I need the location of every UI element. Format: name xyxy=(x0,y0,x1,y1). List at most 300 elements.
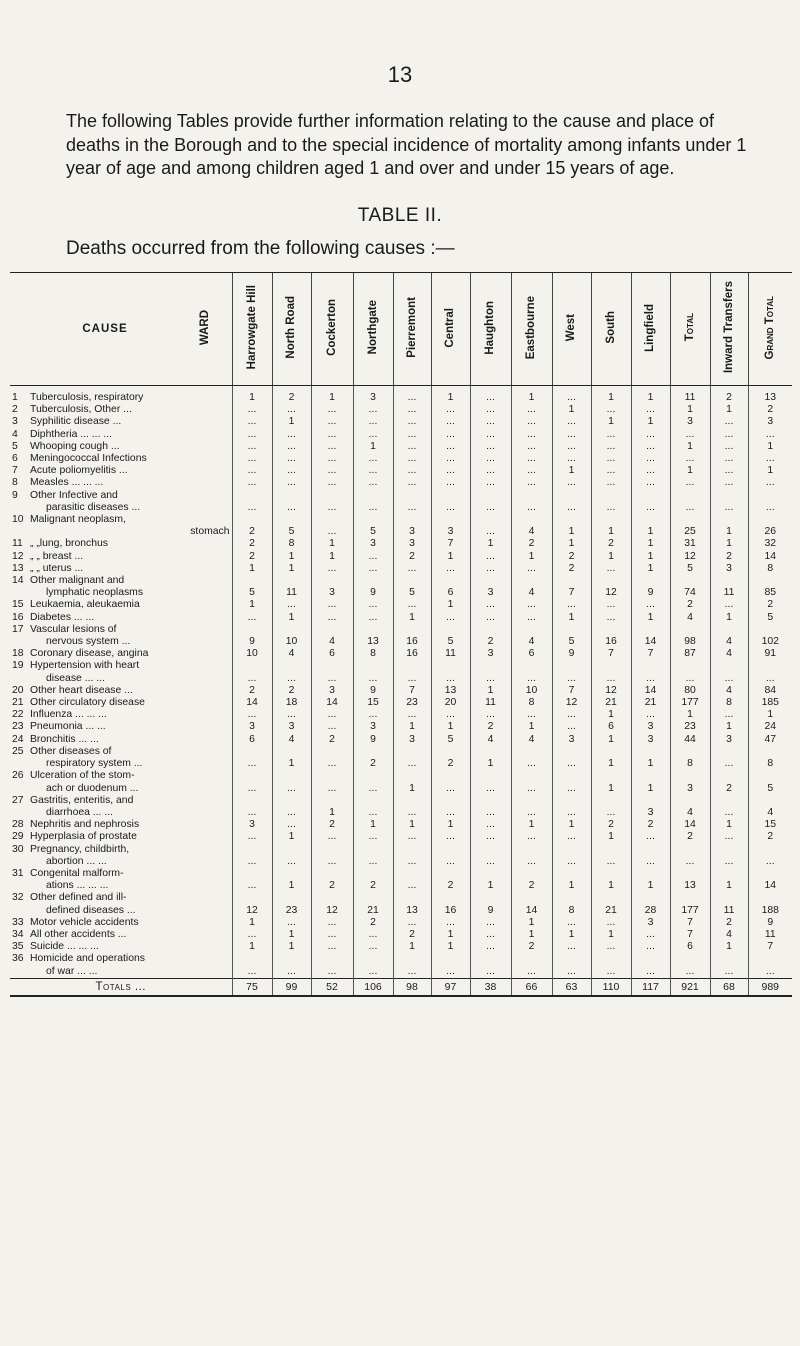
table-cell: 47 xyxy=(748,734,792,746)
table-row xyxy=(10,477,792,489)
table-cell: ... xyxy=(311,917,353,929)
table-cell: ... xyxy=(552,795,591,819)
table-cell: 1 xyxy=(552,819,591,831)
table-cell: ... xyxy=(311,660,353,684)
table-cell: 102 xyxy=(748,624,792,648)
table-cell: ... xyxy=(431,795,470,819)
table-cell: ... xyxy=(431,917,470,929)
row-number: 8 xyxy=(12,477,18,489)
cause-cell xyxy=(30,465,232,477)
table-cell: ... xyxy=(470,770,511,794)
table-cell: 1 xyxy=(591,831,631,843)
cause-label-line: defined diseases ... xyxy=(46,904,136,916)
cause-cell xyxy=(30,599,232,611)
table-cell: ... xyxy=(670,660,710,684)
row-number: 19 xyxy=(12,660,24,672)
table-row xyxy=(10,734,792,746)
cause-cell xyxy=(30,490,232,514)
table-cell: ... xyxy=(470,953,511,978)
table-cell: 1 xyxy=(353,819,393,831)
table-row xyxy=(10,844,792,868)
cause-label-line: ach or duodenum ... xyxy=(46,782,139,794)
row-number: 7 xyxy=(12,465,18,477)
table-cell: ... xyxy=(710,416,748,428)
table-cell: ... xyxy=(552,953,591,978)
cause-cell xyxy=(30,709,232,721)
table-cell: ... xyxy=(353,599,393,611)
table-cell: ... xyxy=(311,746,353,770)
table-cell: ... xyxy=(393,917,431,929)
table-cell: ... xyxy=(311,563,353,575)
table-cell: 7 xyxy=(670,929,710,941)
cause-cell xyxy=(30,514,232,538)
table-cell: 7 xyxy=(393,685,431,697)
table-cell: ... xyxy=(591,477,631,489)
table-cell: 185 xyxy=(748,697,792,709)
table-cell: 44 xyxy=(670,734,710,746)
cause-label-line: Vascular lesions of xyxy=(30,623,117,635)
table-cell: ... xyxy=(311,844,353,868)
table-cell: ... xyxy=(552,746,591,770)
table-cell: 1 xyxy=(431,819,470,831)
table-cell: 14 xyxy=(631,624,670,648)
cause-label-line: Tuberculosis, Other ... xyxy=(30,404,132,416)
table-row xyxy=(10,612,792,624)
table-cell: 5 xyxy=(748,770,792,794)
table-cell: ... xyxy=(272,453,311,465)
table-cell: ... xyxy=(393,386,431,405)
table-cell: ... xyxy=(393,477,431,489)
table-cell: 9 xyxy=(631,575,670,599)
table-cell: 1 xyxy=(552,538,591,550)
table-cell: ... xyxy=(393,429,431,441)
cause-cell xyxy=(30,929,232,941)
table-cell: ... xyxy=(353,490,393,514)
table-cell: 1 xyxy=(670,441,710,453)
table-cell: 4 xyxy=(710,648,748,660)
table-cell: 4 xyxy=(470,734,511,746)
row-number: 34 xyxy=(12,928,24,940)
table-cell: 3 xyxy=(631,721,670,733)
table-cell: ... xyxy=(710,844,748,868)
table-cell: ... xyxy=(232,929,272,941)
table-row xyxy=(10,386,792,405)
table-cell: 1 xyxy=(591,416,631,428)
table-cell: 7 xyxy=(552,575,591,599)
table-cell: 1 xyxy=(232,563,272,575)
table-row xyxy=(10,953,792,978)
table-cell: 1 xyxy=(272,746,311,770)
table-cell: 1 xyxy=(591,514,631,538)
row-number: 32 xyxy=(12,892,24,904)
cause-label-line: Diabetes ... ... xyxy=(30,611,95,623)
table-cell: ... xyxy=(511,795,552,819)
table-cell: 14 xyxy=(748,868,792,892)
table-cell: ... xyxy=(631,599,670,611)
causes-table-container xyxy=(10,272,792,997)
table-cell: ... xyxy=(591,441,631,453)
table-cell: ... xyxy=(353,795,393,819)
table-cell: ... xyxy=(511,441,552,453)
table-cell: ... xyxy=(431,709,470,721)
table-cell: 12 xyxy=(552,697,591,709)
table-cell: 1 xyxy=(631,746,670,770)
cause-label-line: Acute poliomyelitis ... xyxy=(30,465,128,477)
table-row xyxy=(10,441,792,453)
table-cell: ... xyxy=(591,941,631,953)
table-cell: ... xyxy=(311,441,353,453)
table-cell: ... xyxy=(670,429,710,441)
table-cell: 2 xyxy=(232,685,272,697)
table-cell: ... xyxy=(232,453,272,465)
intro-paragraph: The following Tables provide further information relating to the cause and place of deaths in the Borough and to the special incidence of mortality among infants under 1 year of age and among children aged 1 and over and under 15 years of age. xyxy=(66,111,747,178)
table-cell: 2 xyxy=(710,386,748,405)
row-number: 23 xyxy=(12,721,24,733)
table-cell: ... xyxy=(670,477,710,489)
row-number: 13 xyxy=(12,562,24,574)
table-cell: ... xyxy=(431,953,470,978)
cause-label-line: „ „ uterus ... xyxy=(30,562,84,574)
table-cell: 3 xyxy=(393,538,431,550)
table-cell: 1 xyxy=(591,734,631,746)
table-cell: ... xyxy=(311,599,353,611)
table-cell: ... xyxy=(511,416,552,428)
table-cell: 8 xyxy=(670,746,710,770)
column-header: Pierremont xyxy=(393,273,431,386)
table-cell: 10 xyxy=(272,624,311,648)
table-row xyxy=(10,563,792,575)
cause-cell xyxy=(30,917,232,929)
column-header: Inward Transfers xyxy=(710,273,748,386)
table-cell: ... xyxy=(272,404,311,416)
table-cell: ... xyxy=(232,746,272,770)
table-cell: 24 xyxy=(748,721,792,733)
table-cell: ... xyxy=(272,477,311,489)
table-cell: ... xyxy=(393,660,431,684)
cause-cell xyxy=(30,477,232,489)
table-cell: 7 xyxy=(552,685,591,697)
table-cell: 1 xyxy=(272,929,311,941)
table-cell: 9 xyxy=(232,624,272,648)
table-cell: 1 xyxy=(511,929,552,941)
table-cell: ... xyxy=(670,453,710,465)
table-cell: 188 xyxy=(748,892,792,916)
table-cell: ... xyxy=(631,465,670,477)
table-cell: 1 xyxy=(631,563,670,575)
cause-cell xyxy=(30,563,232,575)
table-cell: 8 xyxy=(511,697,552,709)
table-cell: 91 xyxy=(748,648,792,660)
table-cell: 2 xyxy=(431,868,470,892)
table-cell: 16 xyxy=(431,892,470,916)
table-cell: ... xyxy=(393,404,431,416)
table-cell: 1 xyxy=(431,599,470,611)
table-cell: ... xyxy=(591,599,631,611)
table-cell: 2 xyxy=(232,538,272,550)
table-cell: ... xyxy=(552,709,591,721)
cause-label-line: Pregnancy, childbirth, xyxy=(30,843,130,855)
table-cell: ... xyxy=(470,429,511,441)
table-cell: 1 xyxy=(272,416,311,428)
table-cell: 3 xyxy=(631,795,670,819)
table-cell: ... xyxy=(591,612,631,624)
table-cell: ... xyxy=(552,599,591,611)
table-cell: ... xyxy=(511,490,552,514)
table-cell: ... xyxy=(353,831,393,843)
table-cell: ... xyxy=(591,953,631,978)
column-header: Eastbourne xyxy=(511,273,552,386)
table-cell: 7 xyxy=(591,648,631,660)
table-cell: ... xyxy=(232,660,272,684)
table-cell: 4 xyxy=(511,624,552,648)
table-cell: 1 xyxy=(748,709,792,721)
cause-cell xyxy=(30,770,232,794)
table-cell: ... xyxy=(552,453,591,465)
cause-label-line: respiratory system ... xyxy=(46,758,143,770)
cause-label-line: Motor vehicle accidents xyxy=(30,916,139,928)
table-cell: ... xyxy=(393,953,431,978)
table-cell: ... xyxy=(470,551,511,563)
table-cell: 3 xyxy=(232,819,272,831)
table-cell: ... xyxy=(431,477,470,489)
table-cell: 1 xyxy=(393,941,431,953)
cause-label-line: Congenital malform- xyxy=(30,867,124,879)
table-cell: ... xyxy=(272,465,311,477)
cause-label-line: Hyperplasia of prostate xyxy=(30,831,137,843)
totals-cell: 68 xyxy=(710,978,748,996)
table-cell: 2 xyxy=(470,624,511,648)
table-cell: 1 xyxy=(311,795,353,819)
table-row xyxy=(10,453,792,465)
table-cell: 2 xyxy=(393,551,431,563)
cause-cell xyxy=(30,868,232,892)
table-row xyxy=(10,941,792,953)
cause-label-line: Diphtheria ... ... ... xyxy=(30,428,113,440)
cause-cell xyxy=(30,624,232,648)
table-cell: ... xyxy=(748,453,792,465)
table-cell: ... xyxy=(710,477,748,489)
row-number: 27 xyxy=(12,794,24,806)
table-cell: ... xyxy=(591,563,631,575)
cause-label-line: Homicide and operations xyxy=(30,953,145,965)
cause-label-line: stomach xyxy=(190,526,230,538)
table-cell: 1 xyxy=(511,917,552,929)
table-cell: 18 xyxy=(272,697,311,709)
table-cell: 3 xyxy=(353,386,393,405)
totals-cell: 98 xyxy=(393,978,431,996)
table-row xyxy=(10,709,792,721)
table-cell: 2 xyxy=(470,721,511,733)
table-cell: 5 xyxy=(353,514,393,538)
table-cell: 11 xyxy=(748,929,792,941)
table-cell: ... xyxy=(272,844,311,868)
table-cell: 2 xyxy=(311,734,353,746)
table-cell: ... xyxy=(710,660,748,684)
table-cell: ... xyxy=(353,404,393,416)
table-cell: 1 xyxy=(272,612,311,624)
table-cell: ... xyxy=(552,429,591,441)
cause-cell xyxy=(30,795,232,819)
table-cell: 74 xyxy=(670,575,710,599)
table-cell: 4 xyxy=(511,575,552,599)
table-cell: ... xyxy=(353,416,393,428)
table-cell: 2 xyxy=(670,831,710,843)
cause-cell xyxy=(30,941,232,953)
cause-cell xyxy=(30,734,232,746)
table-cell: 4 xyxy=(272,648,311,660)
table-cell: ... xyxy=(470,795,511,819)
table-cell: 13 xyxy=(353,624,393,648)
table-cell: ... xyxy=(353,551,393,563)
row-number: 12 xyxy=(12,550,24,562)
row-number: 9 xyxy=(12,489,18,501)
cause-label-line: of war ... ... xyxy=(46,965,98,977)
table-cell: 9 xyxy=(353,685,393,697)
table-cell: 7 xyxy=(631,648,670,660)
table-cell: ... xyxy=(710,709,748,721)
table-cell: ... xyxy=(272,429,311,441)
table-cell: 3 xyxy=(353,721,393,733)
table-cell: 6 xyxy=(511,648,552,660)
table-row xyxy=(10,514,792,538)
table-cell: 2 xyxy=(393,929,431,941)
row-number: 18 xyxy=(12,648,24,660)
table-cell: 2 xyxy=(552,551,591,563)
table-cell: ... xyxy=(748,477,792,489)
table-row xyxy=(10,795,792,819)
table-cell: ... xyxy=(470,917,511,929)
table-cell: 2 xyxy=(511,868,552,892)
table-cell: ... xyxy=(232,477,272,489)
table-cell: 177 xyxy=(670,697,710,709)
table-cell: 1 xyxy=(470,868,511,892)
table-cell: ... xyxy=(710,453,748,465)
table-cell: ... xyxy=(232,441,272,453)
table-cell: 9 xyxy=(748,917,792,929)
ward-header-label: WARD xyxy=(199,309,212,346)
table-cell: 4 xyxy=(311,624,353,648)
table-cell: 3 xyxy=(631,917,670,929)
table-cell: 5 xyxy=(232,575,272,599)
table-cell: 3 xyxy=(552,734,591,746)
table-cell: 12 xyxy=(670,551,710,563)
page-number: 13 xyxy=(387,62,413,87)
table-cell: 5 xyxy=(393,575,431,599)
table-cell: ... xyxy=(710,465,748,477)
table-cell: 1 xyxy=(748,465,792,477)
table-cell: ... xyxy=(470,477,511,489)
table-cell: ... xyxy=(353,563,393,575)
table-cell: 4 xyxy=(710,624,748,648)
table-cell: 1 xyxy=(232,917,272,929)
table-cell: 3 xyxy=(272,721,311,733)
table-cell: ... xyxy=(470,453,511,465)
table-cell: 1 xyxy=(272,868,311,892)
table-cell: 1 xyxy=(591,868,631,892)
cause-label-line: Other heart disease ... xyxy=(30,684,133,696)
table-cell: ... xyxy=(710,746,748,770)
table-cell: ... xyxy=(631,831,670,843)
table-cell: ... xyxy=(511,429,552,441)
table-row xyxy=(10,831,792,843)
cause-cell xyxy=(30,844,232,868)
table-cell: ... xyxy=(232,953,272,978)
table-cell: 1 xyxy=(232,386,272,405)
table-cell: 1 xyxy=(272,941,311,953)
table-cell: ... xyxy=(353,453,393,465)
table-row xyxy=(10,599,792,611)
cause-label-line: disease ... ... xyxy=(46,672,105,684)
table-cell: 1 xyxy=(710,404,748,416)
cause-label-line: Pneumonia ... ... xyxy=(30,721,106,733)
table-row xyxy=(10,929,792,941)
table-cell: 85 xyxy=(748,575,792,599)
table-cell: ... xyxy=(710,441,748,453)
table-cell: 1 xyxy=(631,386,670,405)
table-cell: 7 xyxy=(431,538,470,550)
table-cell: ... xyxy=(232,709,272,721)
table-cell: ... xyxy=(470,490,511,514)
table-cell: ... xyxy=(353,941,393,953)
table-cell: 3 xyxy=(311,685,353,697)
table-cell: 3 xyxy=(631,734,670,746)
row-number: 21 xyxy=(12,697,24,709)
table-cell: 2 xyxy=(710,917,748,929)
cause-label-line: Leukaemia, aleukaemia xyxy=(30,599,140,611)
table-cell: 3 xyxy=(470,648,511,660)
table-cell: 11 xyxy=(470,697,511,709)
table-cell: 20 xyxy=(431,697,470,709)
table-row xyxy=(10,575,792,599)
table-cell: 9 xyxy=(552,648,591,660)
table-row xyxy=(10,490,792,514)
row-number: 11 xyxy=(12,538,23,550)
table-cell: 80 xyxy=(670,685,710,697)
cause-label-line: Hypertension with heart xyxy=(30,660,140,672)
table-cell: 4 xyxy=(710,929,748,941)
totals-cell: 52 xyxy=(311,978,353,996)
table-cell: ... xyxy=(470,599,511,611)
table-cell: 1 xyxy=(431,929,470,941)
cause-label-line: lymphatic neoplasms xyxy=(46,587,144,599)
table-cell: 1 xyxy=(393,770,431,794)
table-cell: ... xyxy=(511,465,552,477)
table-cell: 1 xyxy=(511,721,552,733)
table-cell: ... xyxy=(511,563,552,575)
table-cell: 2 xyxy=(232,514,272,538)
table-row xyxy=(10,416,792,428)
cause-label-line: Measles ... ... ... xyxy=(30,477,104,489)
table-cell: 11 xyxy=(710,892,748,916)
table-cell: ... xyxy=(353,660,393,684)
table-cell: 2 xyxy=(311,819,353,831)
table-cell: 31 xyxy=(670,538,710,550)
table-cell: 2 xyxy=(511,941,552,953)
table-cell: 2 xyxy=(511,538,552,550)
cause-cell xyxy=(30,404,232,416)
table-cell: ... xyxy=(470,941,511,953)
cause-cell xyxy=(30,386,232,405)
table-cell: 84 xyxy=(748,685,792,697)
row-number: 10 xyxy=(12,514,24,526)
table-cell: ... xyxy=(353,477,393,489)
table-cell: ... xyxy=(431,465,470,477)
table-cell: 1 xyxy=(631,868,670,892)
table-cell: 2 xyxy=(353,746,393,770)
table-cell: 3 xyxy=(353,538,393,550)
cause-label-line: Other circulatory disease xyxy=(30,697,145,709)
table-cell: ... xyxy=(552,490,591,514)
